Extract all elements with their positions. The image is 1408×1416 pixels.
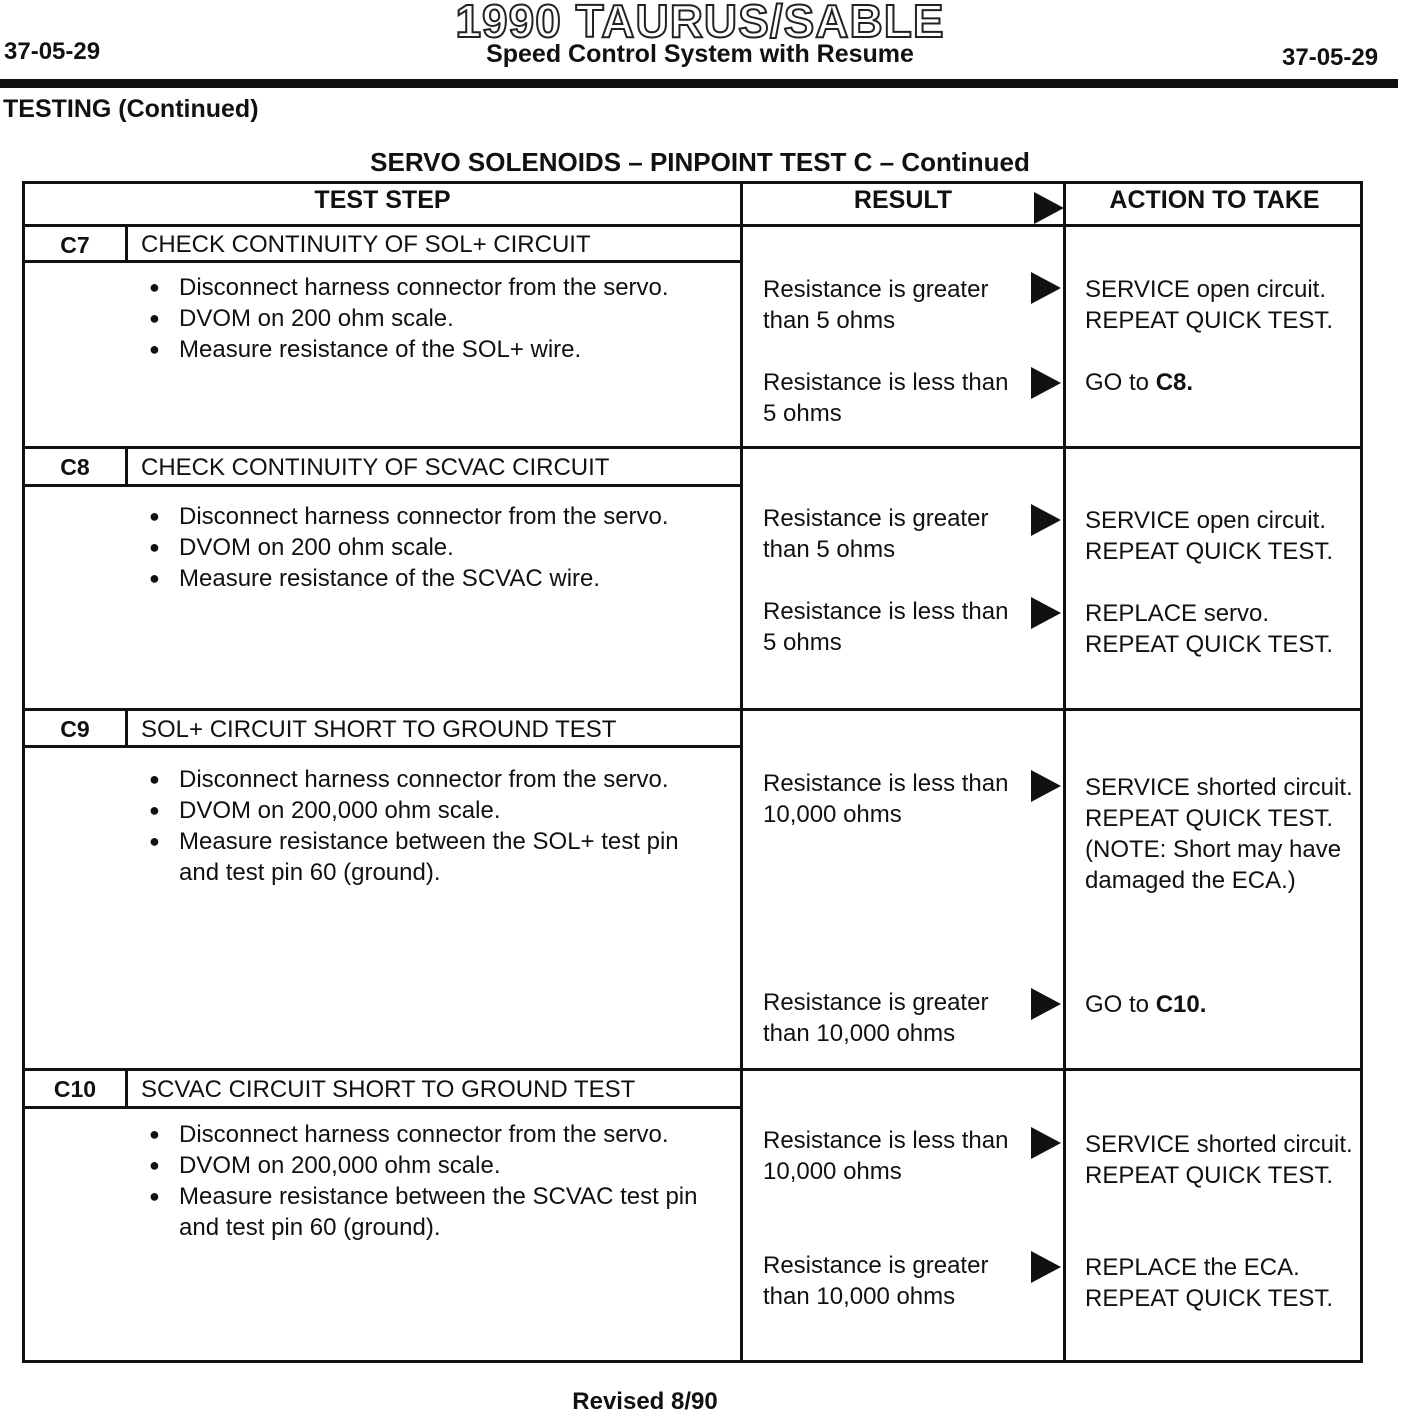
- step-bullets: [145, 272, 705, 365]
- bullet-item: ● DVOM on 200,000 ohm scale.: [145, 1150, 705, 1181]
- step-title: SOL+ CIRCUIT SHORT TO GROUND TEST: [141, 716, 617, 743]
- result-arrow-icon: [1031, 770, 1061, 802]
- step-id: C10: [25, 1071, 128, 1107]
- result-text: Resistance is greater than 5 ohms: [763, 276, 989, 334]
- revision-note: Revised 8/90: [572, 1388, 718, 1415]
- result-text: Resistance is greater than 10,000 ohms: [763, 1252, 989, 1310]
- step-divider: [25, 1068, 1360, 1071]
- column-header-test-step: TEST STEP: [314, 186, 451, 214]
- step-bullets: [145, 764, 705, 888]
- bullet-item: ● Disconnect harness connector from the servo.: [145, 764, 705, 795]
- page-code-right: 37-05-29: [1282, 44, 1379, 71]
- section-title: TESTING (Continued): [3, 95, 259, 123]
- result-text: Resistance is less than 10,000 ohms: [763, 1127, 1009, 1185]
- header-arrow-icon: [1034, 192, 1064, 224]
- action-text: SERVICE open circuit. REPEAT QUICK TEST.: [1085, 276, 1334, 334]
- step-bullets: [145, 1119, 705, 1243]
- step-title: CHECK CONTINUITY OF SOL+ CIRCUIT: [141, 231, 591, 258]
- action-text: REPLACE servo. REPEAT QUICK TEST.: [1085, 600, 1334, 658]
- bullet-item: ● Disconnect harness connector from the servo.: [145, 501, 705, 532]
- result-arrow-icon: [1031, 1251, 1061, 1283]
- column-divider-step: [740, 184, 743, 1360]
- result-text: Resistance is greater than 5 ohms: [763, 505, 989, 563]
- result-text: Resistance is less than 5 ohms: [763, 598, 1009, 656]
- bullet-item: ● Measure resistance of the SOL+ wire.: [145, 334, 705, 365]
- bullet-item: ● DVOM on 200 ohm scale.: [145, 303, 705, 334]
- result-text: Resistance is less than 5 ohms: [763, 369, 1009, 427]
- pinpoint-test-table: [22, 181, 1363, 1363]
- bullet-item: ● DVOM on 200,000 ohm scale.: [145, 795, 705, 826]
- step-id: C8: [25, 449, 128, 485]
- step-id: C9: [25, 711, 128, 747]
- result-arrow-icon: [1031, 367, 1061, 399]
- bullet-item: ● Disconnect harness connector from the servo.: [145, 272, 705, 303]
- action-text: GO to C10.: [1085, 991, 1207, 1018]
- table-title: SERVO SOLENOIDS – PINPOINT TEST C – Continued: [370, 147, 1030, 177]
- result-arrow-icon: [1031, 272, 1061, 304]
- action-text: GO to C8.: [1085, 369, 1194, 396]
- step-title: CHECK CONTINUITY OF SCVAC CIRCUIT: [141, 454, 610, 481]
- step-id: C7: [25, 227, 128, 263]
- result-text: Resistance is greater than 10,000 ohms: [763, 989, 989, 1047]
- action-text: SERVICE shorted circuit. REPEAT QUICK TEST.: [1085, 1131, 1353, 1189]
- document-subtitle: Speed Control System with Resume: [486, 40, 914, 68]
- column-divider-result: [1063, 184, 1066, 1360]
- bullet-item: ● Disconnect harness connector from the servo.: [145, 1119, 705, 1150]
- bullet-item: ● Measure resistance between the SCVAC test pin and test pin 60 (ground).: [145, 1181, 705, 1243]
- step-title-underline: [25, 1106, 740, 1109]
- step-bullets: [145, 501, 705, 594]
- bullet-item: ● Measure resistance of the SCVAC wire.: [145, 563, 705, 594]
- bullet-item: ● DVOM on 200 ohm scale.: [145, 532, 705, 563]
- result-arrow-icon: [1031, 1127, 1061, 1159]
- column-header-action: ACTION TO TAKE: [1109, 186, 1320, 214]
- page-code-left: 37-05-29: [4, 38, 101, 65]
- step-title: SCVAC CIRCUIT SHORT TO GROUND TEST: [141, 1076, 636, 1103]
- action-text: REPLACE the ECA. REPEAT QUICK TEST.: [1085, 1254, 1334, 1312]
- result-arrow-icon: [1031, 597, 1061, 629]
- step-title-underline: [25, 260, 740, 263]
- result-arrow-icon: [1031, 988, 1061, 1020]
- model-title: 1990 TAURUS/SABLE: [455, 0, 945, 47]
- result-arrow-icon: [1031, 504, 1061, 536]
- action-text: SERVICE open circuit. REPEAT QUICK TEST.: [1085, 507, 1334, 565]
- action-text: SERVICE shorted circuit. REPEAT QUICK TEST. (NOTE: Short may have damaged the ECA.): [1085, 774, 1353, 894]
- step-title-underline: [25, 745, 740, 748]
- header-rule: [0, 79, 1398, 88]
- column-header-result: RESULT: [853, 186, 953, 214]
- result-text: Resistance is less than 10,000 ohms: [763, 770, 1009, 828]
- step-divider: [25, 708, 1360, 711]
- step-title-underline: [25, 484, 740, 487]
- bullet-item: ● Measure resistance between the SOL+ test pin and test pin 60 (ground).: [145, 826, 705, 888]
- step-divider: [25, 446, 1360, 449]
